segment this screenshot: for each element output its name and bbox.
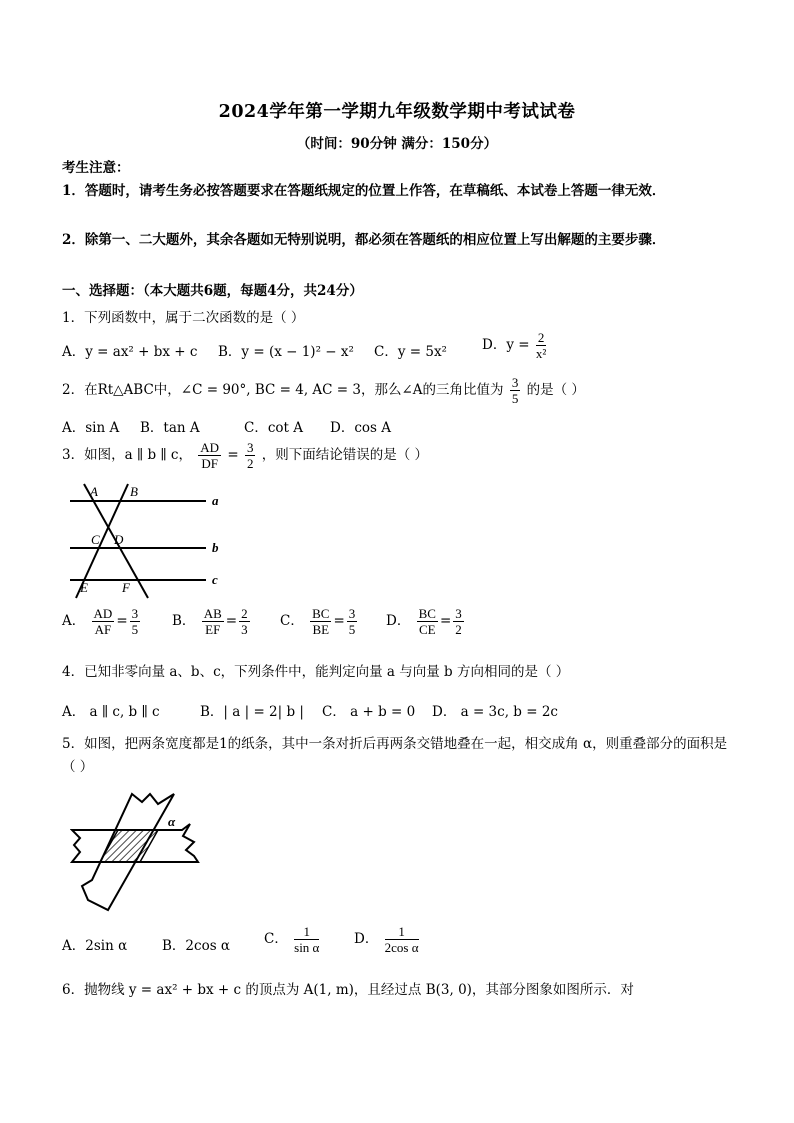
q5-option-b: B．2cos α: [162, 938, 231, 954]
q3-d-vden: 2: [455, 622, 462, 637]
q6-stem: 6．抛物线 y = ax² + bx + c 的顶点为 A(1, m)，且经过点 B(3, 0)，其部分图象如图所示．对: [62, 982, 634, 998]
q3-a-label: A．: [62, 613, 86, 629]
q3-value-den: 2: [246, 456, 254, 471]
q5-d-num: 1: [385, 924, 419, 940]
label-D: D: [114, 532, 124, 547]
notice-item-2: 2．除第一、二大题外，其余各题如无特别说明，都必须在答题纸的相应位置上写出解题的主要步骤．: [62, 232, 666, 248]
q1-d-num: 2: [537, 330, 545, 345]
q4-option-c: C． a + b = 0: [322, 704, 416, 720]
q1-d-fraction: [536, 330, 547, 361]
q3-value-fraction: [245, 440, 256, 471]
q3-option-d: D． $\frac{BC}{CE}$ = $\frac{3}{2}$: [386, 606, 462, 637]
q3-b-den: EF: [205, 622, 221, 637]
q3-c-val: [347, 606, 358, 637]
q4-stem: 4．已知非零向量 a、b、c，下列条件中，能判定向量 a 与向量 b 方向相同的是（ ）: [62, 664, 570, 680]
section-1-heading: 一、选择题：（本大题共6题，每题4分，共24分）: [62, 283, 363, 299]
q5-c-den: sin α: [294, 940, 320, 955]
q3-stem-suffix: ，则下面结论错误的是（ ）: [261, 447, 429, 463]
exam-title: 2024学年第一学期九年级数学期中考试试卷: [218, 102, 576, 122]
q3-ratio-fraction: [198, 440, 221, 471]
q3-stem: [62, 440, 428, 471]
label-E: E: [80, 580, 88, 595]
label-b: b: [212, 540, 219, 555]
q3-c-den: BE: [312, 622, 330, 637]
q3-a-den: AF: [94, 622, 112, 637]
q5-c-label: C．: [264, 931, 288, 947]
q2-frac-num: 3: [511, 375, 519, 390]
q3-d-label: D．: [386, 613, 411, 629]
q3-a-vnum: 3: [131, 606, 139, 621]
q3-ratio-den: DF: [201, 456, 218, 471]
label-A: A: [90, 484, 98, 499]
q1-stem: 1．下列函数中，属于二次函数的是（ ）: [62, 310, 305, 326]
q3-c-vnum: 3: [348, 606, 356, 621]
q3-equals: =: [227, 447, 239, 463]
q5-option-d: [354, 924, 421, 955]
q3-option-a: A． $\frac{AD}{AF}$ = $\frac{3}{5}$: [62, 606, 139, 637]
q2-frac-den: 5: [511, 391, 519, 406]
q5-stem: 5．如图，把两条宽度都是1的纸条，其中一条对折后再两条交错地叠在一起，相交成角 α，则重叠部分的面积是（ ）: [62, 736, 728, 775]
overlap-region: [100, 830, 158, 862]
q3-parallel-lines-figure: [66, 482, 236, 602]
q1-d-prefix: D．y =: [482, 337, 530, 353]
q3-d-val: [453, 606, 464, 637]
q3-d-num: BC: [418, 606, 436, 621]
notice-item-1: 1．答题时，请考生务必按答题要求在答题纸规定的位置上作答，在草稿纸、本试卷上答题一律无效．: [62, 183, 666, 199]
q5-option-c: [264, 924, 321, 955]
q1-option-c: C．y = 5x²: [374, 344, 447, 360]
q4-option-a: A． a ∥ c, b ∥ c: [62, 704, 160, 720]
q3-d-den: CE: [418, 622, 436, 637]
label-C: C: [91, 532, 100, 547]
q3-c-vden: 5: [348, 622, 356, 637]
q2-fraction: [510, 375, 521, 406]
q5-d-frac: [385, 924, 419, 955]
q5-paper-strips-figure: [70, 790, 210, 912]
q3-b-val: [239, 606, 250, 637]
q3-b-frac: [202, 606, 224, 637]
q5-option-a: A．2sin α: [62, 938, 128, 954]
q2-stem-suffix: 的是（ ）: [526, 382, 585, 398]
q3-b-label: B．: [172, 613, 196, 629]
q3-a-num: AD: [93, 606, 113, 621]
angle-alpha-label: α: [168, 814, 176, 829]
q3-option-c: C． $\frac{BC}{BE}$ = $\frac{3}{5}$: [280, 606, 356, 637]
q1-option-a: A．y = ax² + bx + c: [62, 344, 198, 360]
q2-stem-prefix: 2．在Rt△ABC中，∠C = 90°, BC = 4, AC = 3，那么∠A的三角比值为: [62, 382, 504, 398]
q2-option-a: A．sin A: [62, 420, 120, 436]
q1-option-b: B．y = (x − 1)² − x²: [218, 344, 354, 360]
q3-ratio-num: AD: [200, 440, 220, 455]
q3-a-vden: 5: [131, 622, 139, 637]
q2-option-b: B．tan A: [140, 420, 200, 436]
q3-b-num: AB: [203, 606, 222, 621]
q5-c-num: 1: [294, 924, 319, 940]
q3-c-label: C．: [280, 613, 304, 629]
label-B: B: [130, 484, 138, 499]
q3-d-frac: [417, 606, 438, 637]
q5-c-frac: [294, 924, 319, 955]
q3-b-vnum: 2: [241, 606, 248, 621]
q3-c-num: BC: [312, 606, 330, 621]
q5-d-label: D．: [354, 931, 379, 947]
q3-value-num: 3: [246, 440, 254, 455]
q3-option-b: B． $\frac{AB}{EF}$ = $\frac{2}{3}$: [172, 606, 248, 637]
q3-a-val: [130, 606, 141, 637]
exam-subtitle: （时间：90分钟 满分：150分）: [296, 136, 498, 152]
q3-a-frac: [92, 606, 115, 637]
q3-stem-prefix: 3．如图，a ∥ b ∥ c，: [62, 447, 192, 463]
label-a: a: [212, 493, 219, 508]
q5-d-den: 2cos α: [384, 940, 419, 955]
q2-option-c: C．cot A: [244, 420, 303, 436]
q2-stem: [62, 375, 585, 406]
q4-option-d: D． a = 3c, b = 2c: [432, 704, 558, 720]
q3-b-vden: 3: [241, 622, 248, 637]
label-c: c: [212, 572, 218, 587]
q1-option-d: [482, 330, 548, 361]
q3-d-vnum: 3: [455, 606, 462, 621]
label-F: F: [122, 580, 130, 595]
q1-d-den: x²: [535, 346, 547, 361]
q3-c-frac: [310, 606, 331, 637]
q2-option-d: D．cos A: [330, 420, 391, 436]
notice-heading: 考生注意：: [62, 160, 130, 176]
q4-option-b: B．| a | = 2| b |: [200, 704, 304, 720]
